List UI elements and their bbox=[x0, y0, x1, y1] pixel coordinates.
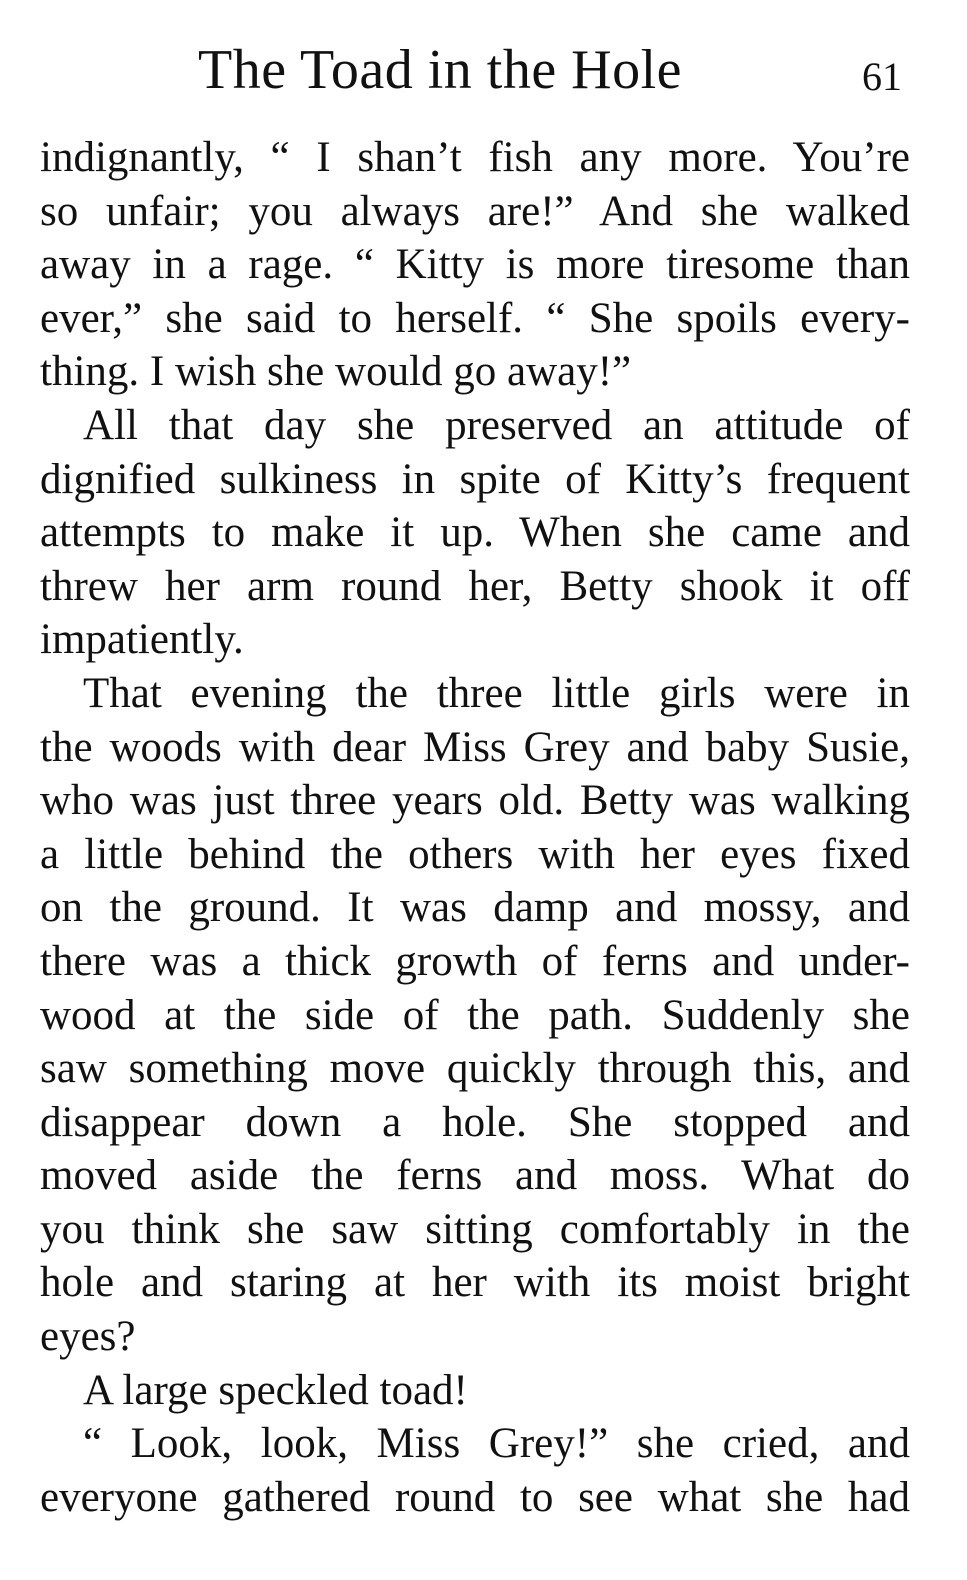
text-line: there was a thick growth of ferns and under- bbox=[40, 937, 910, 985]
text-line: attempts to make it up. When she came and bbox=[40, 509, 910, 557]
text-line: the woods with dear Miss Grey and baby Susie, bbox=[40, 723, 910, 771]
text-line: everyone gathered round to see what she had bbox=[40, 1473, 910, 1521]
text-line: saw something move quickly through this, and bbox=[40, 1045, 910, 1093]
running-title: The Toad in the Hole bbox=[198, 39, 683, 101]
text-line: disappear down a hole. She stopped and bbox=[40, 1098, 910, 1146]
text-line: That evening the three little girls were in bbox=[83, 669, 910, 717]
text-line: ever,” she said to herself. “ She spoils every- bbox=[40, 294, 910, 342]
text-line: moved aside the ferns and moss. What do bbox=[40, 1152, 910, 1200]
text-line: wood at the side of the path. Suddenly she bbox=[40, 991, 910, 1039]
text-line: you think she saw sitting comfortably in the bbox=[40, 1205, 910, 1253]
text-line: All that day she preserved an attitude of bbox=[83, 401, 910, 449]
text-line: A large speckled toad! bbox=[83, 1366, 468, 1414]
text-line: “ Look, look, Miss Grey!” she cried, and bbox=[83, 1420, 910, 1468]
text-line: so unfair; you always are!” And she walked bbox=[40, 187, 910, 235]
text-line: who was just three years old. Betty was walking bbox=[40, 777, 910, 825]
text-line: dignified sulkiness in spite of Kitty’s frequent bbox=[40, 455, 910, 503]
text-line: a little behind the others with her eyes fixed bbox=[40, 830, 910, 878]
text-line: away in a rage. “ Kitty is more tiresome than bbox=[40, 241, 910, 289]
page-header bbox=[0, 30, 967, 110]
text-line: on the ground. It was damp and mossy, and bbox=[40, 884, 910, 932]
body-text bbox=[40, 131, 910, 1524]
text-line: threw her arm round her, Betty shook it off bbox=[40, 562, 910, 610]
text-line: hole and staring at her with its moist bright bbox=[40, 1259, 910, 1307]
text-line: eyes? bbox=[40, 1313, 136, 1361]
text-line: thing. I wish she would go away!” bbox=[40, 348, 632, 396]
page-number: 61 bbox=[862, 54, 902, 99]
text-line: indignantly, “ I shan’t fish any more. You’re bbox=[40, 134, 910, 181]
text-line: impatiently. bbox=[40, 616, 244, 664]
